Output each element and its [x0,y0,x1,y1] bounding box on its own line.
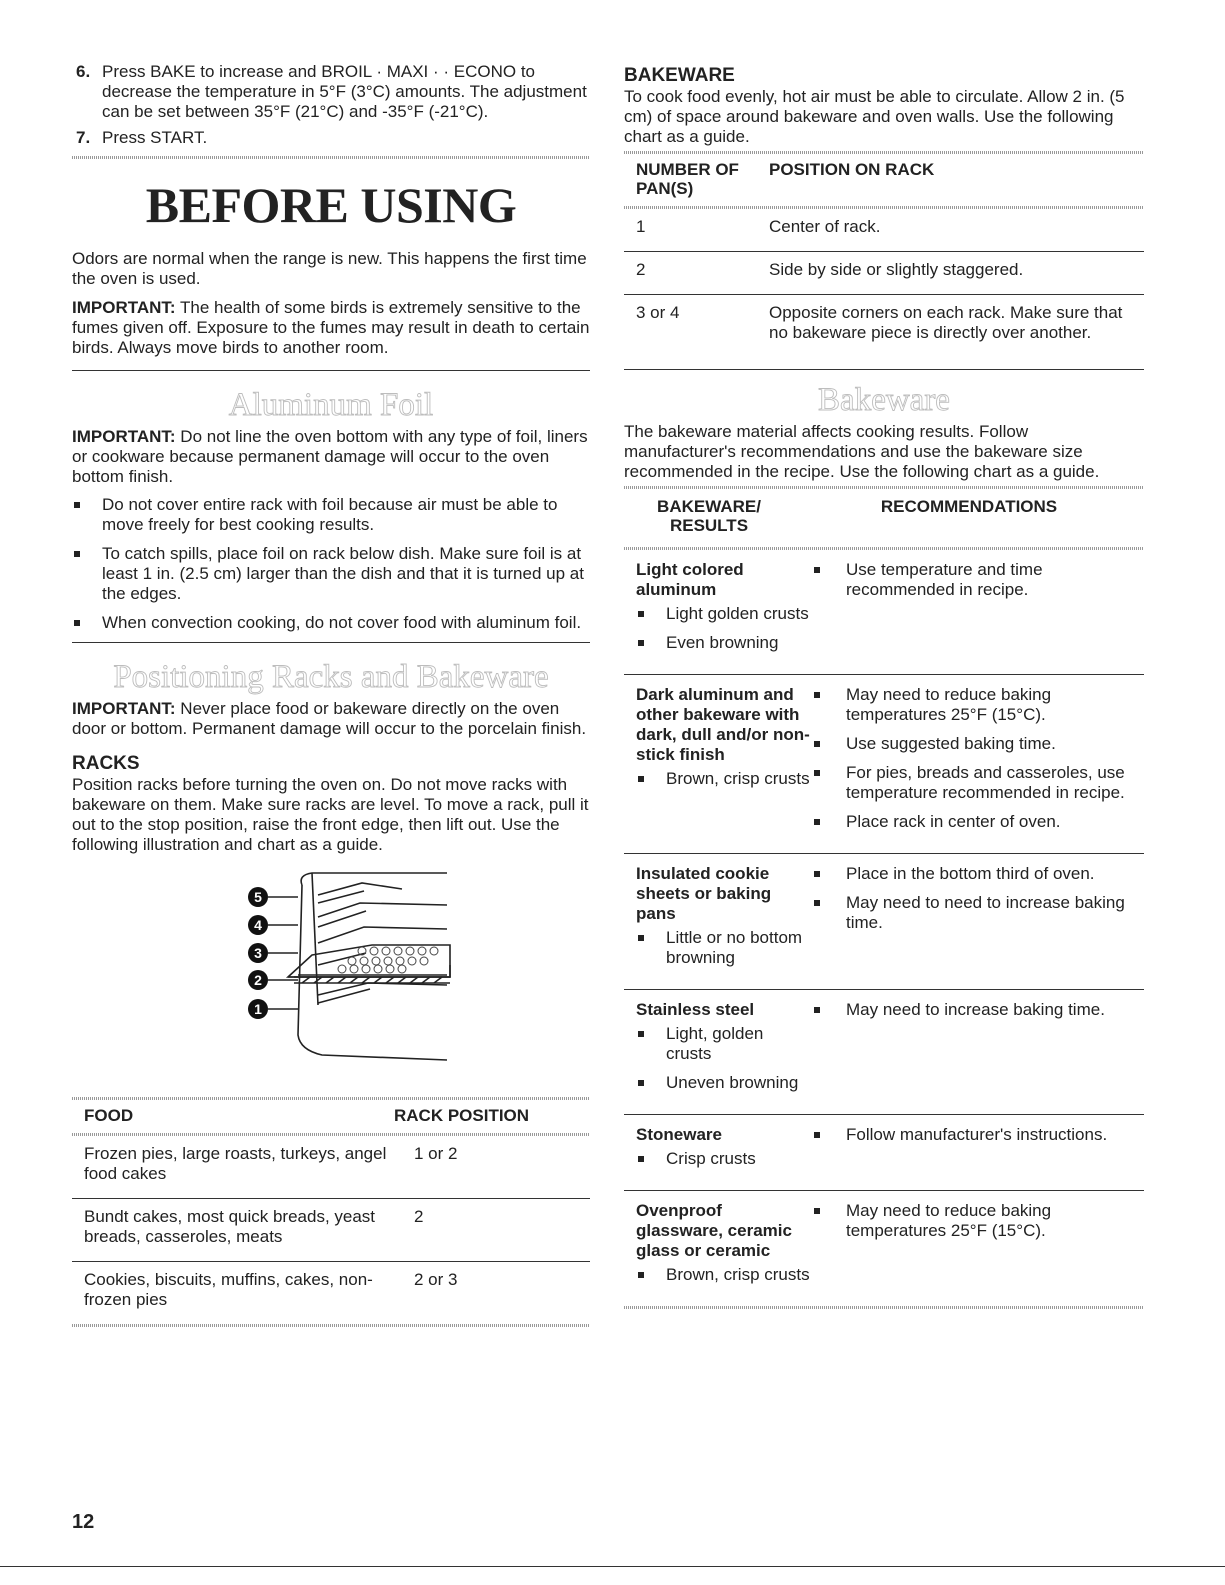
bakeware-cell [624,864,812,977]
rack-illustration [72,865,590,1095]
bakeware-text: To cook food evenly, hot air must be able to circulate. Allow 2 in. (5 cm) of space around bakeware and oven walls. Use the following chart as a guide. [624,87,1125,146]
important-text: Do not line the oven bottom with any type of foil, liners or cookware because permanent damage will occur to the oven bottom finish. [72,427,588,486]
list-item: May need to reduce baking temperatures 25°F (15°C). [812,1201,1144,1241]
divider [72,1324,590,1327]
list-item: Place in the bottom third of oven. [812,864,1144,884]
recommendations-cell [812,864,1144,977]
table-row [72,1262,590,1324]
rack-label: 3 [254,945,262,961]
rack-position-cell: 2 [414,1207,424,1226]
right-column [624,62,1144,1309]
food-cell: Cookies, biscuits, muffins, cakes, non-frozen pies [84,1270,373,1309]
divider [72,642,590,643]
pan-count-cell: 3 or 4 [636,303,680,322]
bakeware-title: Bakeware [818,382,950,418]
list-item: For pies, breads and casseroles, use temperature recommended in recipe. [812,763,1144,803]
list-item: To catch spills, place foil on rack below dish. Make sure foil is at least 1 in. (2.5 cm) larger than the dish and that it is turned up at the edges. [72,544,590,604]
step-text: Press BAKE to increase and BROIL · MAXI · · ECONO to decrease the temperature in 5°F (3°C) amounts. The adjustment can be set between 35°F (21°C) and -35°F (-21°C). [102,62,587,121]
results-list [636,1265,812,1285]
recommendations-cell [812,1000,1144,1102]
racks-heading: RACKS [72,753,140,774]
step-number: 7. [76,128,91,147]
divider [624,369,1144,370]
odors-text: Odors are normal when the range is new. This happens the first time the oven is used. [72,249,587,288]
important-text: The health of some birds is extremely sensitive to the fumes given off. Exposure to the fumes may result in death to certain birds. Always move birds to another room. [72,298,590,357]
list-item: Use suggested baking time. [812,734,1144,754]
rack-position-cell: Opposite corners on each rack. Make sure that no bakeware piece is directly over another. [769,303,1123,342]
bakeware-label: Ovenproof glassware, ceramic glass or ceramic [636,1201,792,1260]
racks-text: Position racks before turning the oven on. Do not move racks with bakeware on them. Make sure racks are level. To move a rack, pull it out to the stop position, raise the front edge, then lift out. Use the following illustration and chart as a guide. [72,775,589,854]
list-item: May need to increase baking time. [812,1000,1144,1020]
left-column [72,62,590,1327]
rack-label: 1 [254,1001,262,1017]
list-item: Light golden crusts [636,604,812,624]
list-item: Use temperature and time recommended in recipe. [812,560,1144,600]
recommendations-cell [812,1201,1144,1294]
table-row [624,209,1144,251]
table-row [72,1199,590,1261]
food-cell: Frozen pies, large roasts, turkeys, angel food cakes [84,1144,387,1183]
rack-label: 2 [254,972,262,988]
recommendations-list [812,1000,1144,1020]
food-table-header [72,1100,590,1133]
birds-warning [72,298,590,358]
results-list [636,1024,812,1093]
list-item: May need to need to increase baking time. [812,893,1144,933]
recommendations-list [812,1125,1144,1145]
bakeware-label: Light colored aluminum [636,560,744,599]
bakeware-cell [624,1125,812,1178]
rack-position-cell: 2 or 3 [414,1270,458,1289]
page-bottom-rule [0,1566,1225,1567]
recommendations-list [812,1201,1144,1241]
important-text: Never place food or bakeware directly on the oven door or bottom. Permanent damage will occur to the porcelain finish. [72,699,587,738]
list-item: Brown, crisp crusts [636,769,812,789]
divider [72,370,590,371]
important-label: IMPORTANT: [72,427,176,446]
positioning-title: Positioning Racks and Bakeware [113,659,549,695]
positioning-warning [72,699,590,739]
table-row [624,854,1144,989]
bakeware-heading: BAKEWARE [624,65,735,86]
list-item: Uneven browning [636,1073,812,1093]
important-label: IMPORTANT: [72,298,176,317]
recommendations-cell [812,685,1144,841]
step-item [72,62,590,122]
aluminum-foil-title: Aluminum Foil [228,387,434,423]
bakeware-label: Insulated cookie sheets or baking pans [636,864,772,923]
table-row [624,1191,1144,1306]
table-row [624,252,1144,294]
step-number: 6. [76,62,91,81]
food-cell: Bundt cakes, most quick breads, yeast breads, casseroles, meats [84,1207,376,1246]
step-item [72,128,590,148]
table-row [624,990,1144,1114]
pan-count-cell: 2 [636,260,646,279]
results-list [636,928,812,968]
results-list [636,1149,812,1169]
table-row [72,1136,590,1198]
list-item: When convection cooking, do not cover food with aluminum foil. [72,613,590,633]
bakeware-label: Stainless steel [636,1000,755,1019]
rack-label: 4 [254,917,262,933]
results-list [636,604,812,653]
important-label: IMPORTANT: [72,699,176,718]
column-header: BAKEWARE/ RESULTS [657,497,761,535]
list-item: Follow manufacturer's instructions. [812,1125,1144,1145]
divider [72,156,590,159]
page-number: 12 [72,1511,95,1533]
pan-table-header [624,154,1144,206]
rack-position-cell: 1 or 2 [414,1144,458,1163]
column-header: POSITION ON RACK [769,160,935,179]
list-item: Do not cover entire rack with foil because air must be able to move freely for best cooking results. [72,495,590,535]
table-row [624,675,1144,853]
bakeware-label: Stoneware [636,1125,722,1144]
table-row [624,550,1144,674]
list-item: Even browning [636,633,812,653]
bakeware-intro: The bakeware material affects cooking results. Follow manufacturer's recommendations and use the bakeware size recommended in the recipe. Use the following chart as a guide. [624,422,1100,481]
list-item: Light, golden crusts [636,1024,812,1064]
list-item: Brown, crisp crusts [636,1265,812,1285]
list-item: May need to reduce baking temperatures 25°F (15°C). [812,685,1144,725]
table-row [624,1115,1144,1190]
list-item: Place rack in center of oven. [812,812,1144,832]
rack-label: 5 [254,889,262,905]
table-row [624,295,1144,369]
foil-bullets [72,495,590,633]
column-header: RACK POSITION [394,1106,530,1125]
column-header: FOOD [84,1106,134,1125]
bakeware-cell [624,560,812,662]
steps-list [72,62,590,148]
rack-position-cell: Side by side or slightly staggered. [769,260,1024,279]
bakeware-table-header [624,489,1144,547]
list-item: Little or no bottom browning [636,928,812,968]
column-header: NUMBER OF PAN(S) [636,160,739,198]
foil-warning [72,427,590,487]
rack-position-cell: Center of rack. [769,217,881,236]
step-text: Press START. [102,128,208,147]
results-list [636,769,812,789]
recommendations-list [812,560,1144,600]
bakeware-cell [624,685,812,841]
bakeware-label: Dark aluminum and other bakeware with dark, dull and/or non-stick finish [636,685,810,764]
before-using-title: BEFORE USING [145,177,517,233]
recommendations-list [812,685,1144,832]
pan-count-cell: 1 [636,217,646,236]
list-item: Crisp crusts [636,1149,812,1169]
bakeware-cell [624,1201,812,1294]
column-header: RECOMMENDATIONS [880,497,1058,516]
recommendations-list [812,864,1144,933]
rack-position-markers [248,887,268,1019]
recommendations-cell [812,560,1144,662]
divider [624,1306,1144,1309]
bakeware-cell [624,1000,812,1102]
rack-diagram [72,865,590,1095]
recommendations-cell [812,1125,1144,1178]
